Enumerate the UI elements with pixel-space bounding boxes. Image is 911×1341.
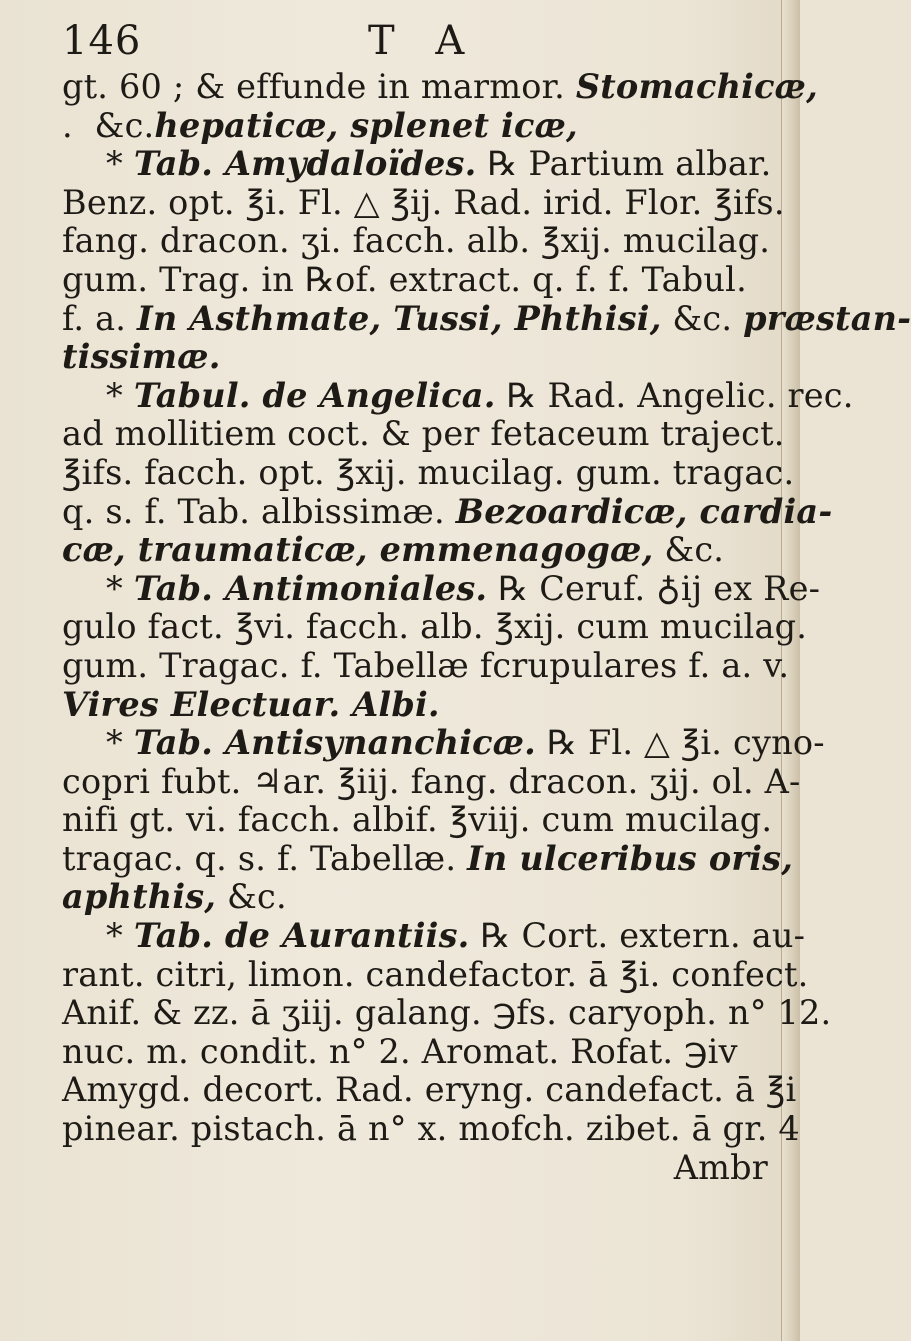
text-line — [62, 261, 776, 300]
roman-text: * — [106, 568, 134, 608]
text-line — [62, 645, 790, 686]
roman-text: ℞ Rad. Angelic. rec. — [495, 375, 854, 415]
roman-text: ad mollitiem coct. & per fetaceum traject. — [62, 414, 785, 454]
italic-text: In ulceribus oris, — [467, 838, 794, 878]
text-line — [62, 145, 776, 184]
roman-text: Ambr — [673, 1147, 768, 1187]
italic-text: aphthis, — [62, 877, 217, 917]
text-line — [62, 993, 832, 1033]
roman-text: nuc. m. condit. n° 2. Aromat. Rofat. ℈iv — [62, 1031, 738, 1071]
text-line — [62, 954, 809, 995]
italic-text: Tab. Antimoniales. — [133, 568, 488, 608]
text-line — [62, 298, 911, 339]
italic-text: Bezoardicæ, cardia- — [455, 491, 833, 531]
text-line — [62, 338, 776, 377]
italic-text: tissimæ. — [62, 337, 221, 377]
roman-text: copri fubt. ♃ar. ℥iij. fang. dracon. ʒij. ol. A- — [62, 761, 801, 801]
italic-text: Tab. Antisynanchicæ. — [133, 723, 537, 763]
roman-text: Benz. opt. ℥i. Fl. △ ℥ij. Rad. irid. Flor. ℥ifs. — [62, 182, 785, 222]
text-line — [62, 801, 776, 840]
roman-text: gulo fact. ℥vi. facch. alb. ℥xij. cum mucilag. — [62, 607, 808, 647]
roman-text: ℞ Fl. △ ℥i. cyno- — [536, 723, 825, 763]
roman-text: gum. Tragac. f. Tabellæ fcrupulares f. a. v. — [62, 645, 790, 685]
roman-text: &c. — [661, 298, 744, 338]
roman-text: ℞ Ceruf. ♁ij ex Re- — [487, 568, 821, 608]
page-header — [62, 12, 760, 72]
text-line — [62, 723, 825, 763]
text-line — [62, 107, 776, 146]
roman-text: rant. citri, limon. candefactor. ā ℥i. confect. — [62, 954, 809, 994]
italic-text: Tab. Amydaloïdes. — [133, 144, 477, 184]
text-line — [62, 182, 785, 223]
italic-text: præstan- — [743, 298, 911, 338]
text-line — [62, 607, 808, 647]
roman-text: gum. Trag. in ℞of. extract. q. f. f. Tabul. — [62, 259, 747, 299]
roman-text: ℞ Partium albar. — [476, 144, 772, 184]
text-line — [62, 414, 785, 454]
text-line — [62, 531, 776, 570]
roman-text: * — [106, 144, 134, 184]
roman-text: tragac. q. s. f. Tabellæ. — [62, 838, 468, 878]
text-line — [62, 878, 776, 917]
roman-text: pinear. pistach. ā n° x. mofch. zibet. ā gr. 4 — [62, 1109, 800, 1149]
roman-text: nifi gt. vi. facch. albif. ℥viij. cum mucilag. — [62, 800, 773, 840]
roman-text: . — [62, 105, 84, 145]
roman-text: &c. — [83, 105, 155, 145]
text-line — [62, 916, 806, 956]
text-line — [62, 452, 795, 493]
italic-text: cæ, traumaticæ, emmenagogæ, — [62, 530, 654, 570]
roman-text: Amygd. decort. Rad. eryng. candefact. ā ℥i — [62, 1070, 797, 1110]
roman-text: * — [106, 916, 134, 956]
roman-text: * — [106, 375, 134, 415]
text-line — [62, 375, 854, 416]
italic-text: Tabul. de Angelica. — [133, 375, 496, 415]
roman-text: ℥ifs. facch. opt. ℥xij. mucilag. gum. tragac. — [62, 452, 795, 492]
italic-text: In Asthmate, Tussi, Phthisi, — [136, 298, 662, 338]
text-line — [62, 491, 833, 532]
italic-text: hepaticæ, splenet icæ, — [154, 105, 578, 145]
italic-text: Stomachicæ, — [575, 67, 818, 106]
text-line — [62, 67, 818, 107]
text-line — [62, 222, 776, 261]
roman-text: * — [106, 723, 134, 763]
text-line — [62, 838, 794, 879]
text-line — [62, 1033, 776, 1072]
roman-text: q. s. f. Tab. albissimæ. — [62, 491, 456, 531]
roman-text: &c. — [653, 530, 725, 570]
page-number: 146 — [62, 18, 142, 64]
roman-text: gt. 60 ; & effunde in marmor. — [62, 67, 576, 106]
roman-text: Anif. & zz. ā ʒiij. galang. ℈fs. caryoph. n° 12. — [62, 993, 832, 1033]
text-line — [62, 761, 801, 802]
text-line — [62, 1149, 776, 1188]
roman-text: ℞ Cort. extern. au- — [469, 916, 806, 956]
italic-text: Tab. de Aurantiis. — [133, 916, 470, 956]
text-line — [62, 1070, 797, 1110]
italic-text: Vires Electuar. Albi. — [62, 684, 440, 724]
text-line — [62, 686, 776, 725]
body-text — [62, 67, 911, 1187]
text-line — [62, 1109, 800, 1149]
roman-text: f. a. — [62, 298, 137, 338]
roman-text: &c. — [216, 877, 287, 917]
text-line — [62, 568, 821, 609]
running-head: T A — [368, 18, 479, 64]
roman-text: fang. dracon. ʒi. facch. alb. ℥xij. mucilag. — [62, 221, 771, 261]
